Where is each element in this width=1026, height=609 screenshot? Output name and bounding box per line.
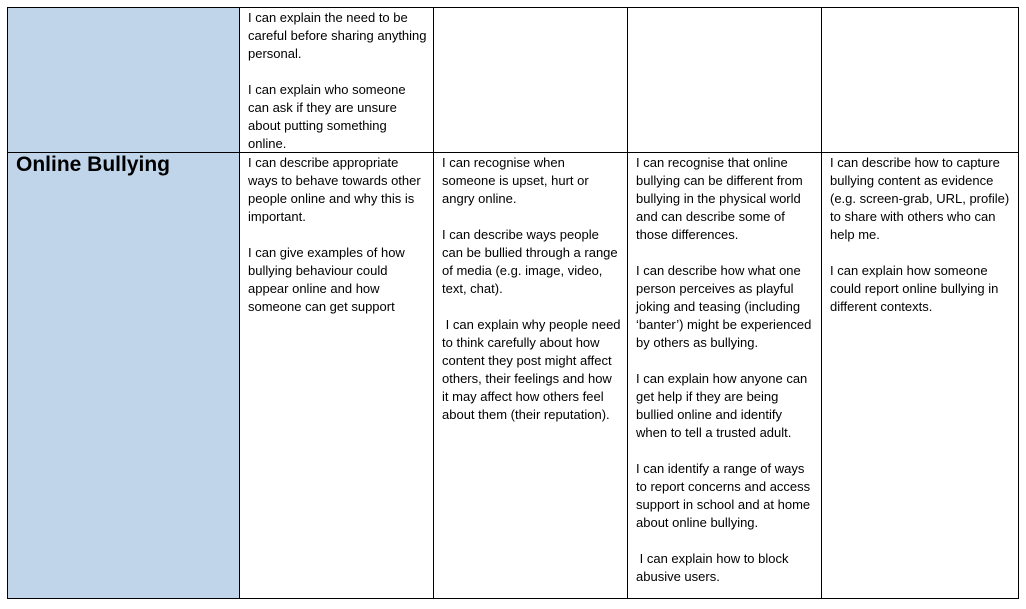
curriculum-table	[7, 7, 1019, 599]
statement-text: I can give examples of how bullying behaviour could appear online and how someone can get support	[248, 245, 409, 314]
statement-text: I can explain how to block abusive users.	[636, 551, 793, 584]
table-row	[8, 8, 1019, 153]
statement-text: I can explain why people need to think carefully about how content they post might affect others, their feelings and how it may affect how others feel about them (their reputation).	[442, 317, 625, 422]
statement-cell	[628, 153, 822, 599]
topic-cell	[8, 8, 240, 153]
statement-cell	[434, 8, 628, 153]
statement-cell	[822, 153, 1019, 599]
statement-text: I can recognise when someone is upset, hurt or angry online.	[442, 155, 593, 206]
statement-cell	[240, 8, 434, 153]
statement-text: I can describe appropriate ways to behave towards other people online and why this is important.	[248, 155, 425, 224]
statement-cell	[434, 153, 628, 599]
statement-text: I can describe how to capture bullying content as evidence (e.g. screen-grab, URL, profile) to share with others who can help me.	[830, 155, 1013, 242]
statement-text: I can explain the need to be careful before sharing anything personal.	[248, 10, 431, 61]
topic-label: Online Bullying	[16, 153, 171, 176]
statement-text: I can explain who someone can ask if they are unsure about putting something online.	[248, 82, 410, 151]
statement-text: I can describe how what one person perceives as playful joking and teasing (including ‘banter’) might be experienced by others as bullying.	[636, 263, 815, 350]
statement-text: I can explain how someone could report online bullying in different contexts.	[830, 263, 1003, 314]
statement-cell	[628, 8, 822, 153]
statement-text: I can describe ways people can be bullied through a range of media (e.g. image, video, text, chat).	[442, 227, 622, 296]
topic-cell	[8, 153, 240, 599]
table-row	[8, 153, 1019, 599]
statement-cell	[240, 153, 434, 599]
statement-cell	[822, 8, 1019, 153]
statement-text: I can identify a range of ways to report concerns and access support in school and at home about online bullying.	[636, 461, 814, 530]
statement-text: I can recognise that online bullying can be different from bullying in the physical world and can describe some of those differences.	[636, 155, 807, 242]
statement-text: I can explain how anyone can get help if they are being bullied online and identify when to tell a trusted adult.	[636, 371, 811, 440]
